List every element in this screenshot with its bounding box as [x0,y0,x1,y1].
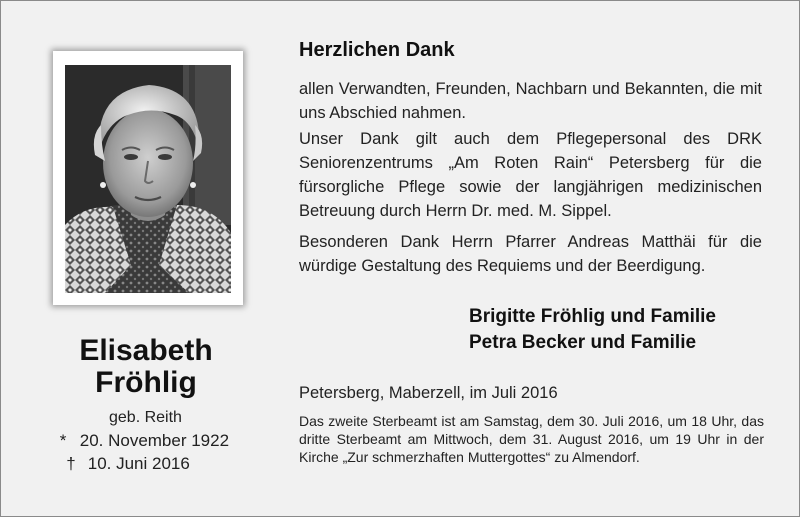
thanks-heading: Herzlichen Dank [299,39,455,61]
portrait-photo [65,65,231,293]
death-date-row [51,454,190,474]
birth-date: 20. November 1922 [79,431,230,450]
service-notice: Das zweite Sterbeamt ist am Samstag, dem 30. Juli 2016, um 18 Uhr, das dritte Sterbeamt am Mittwoch, dem 31. August 2016, um 19 Uhr in der Kirche „Zur schmerzhaften Muttergottes“ zu Almendorf. [299,413,764,465]
signatory: Petra Becker und Familie [469,332,697,353]
deceased-last-name: Fröhlig [95,366,197,399]
death-date: 10. Juni 2016 [87,454,190,473]
signatory: Brigitte Fröhlig und Familie [469,306,716,327]
thanks-paragraph: allen Verwandten, Freunden, Nachbarn und Bekannten, die mit uns Abschied nahmen. [299,80,762,122]
thanks-paragraph: Unser Dank gilt auch dem Pflegepersonal des DRK Seniorenzentrums „Am Roten Rain“ Petersberg für die fürsorgliche Pflege sowie der langjährigen medizinischen Betreuung durch Herrn Dr. med. M. Sippel. [299,130,762,220]
thanks-paragraph: Besonderen Dank Herrn Pfarrer Andreas Matthäi für die würdige Gestaltung des Requiems und der Beerdigung. [299,233,762,275]
photo-frame [53,51,243,305]
portrait-photo-icon [65,65,231,293]
born-name: geb. Reith [109,409,182,426]
birth-star-icon: * [59,431,67,450]
birth-date-row [51,431,229,451]
death-cross-icon: † [66,454,76,473]
place-and-date: Petersberg, Maberzell, im Juli 2016 [299,384,558,402]
deceased-first-name: Elisabeth [79,334,213,367]
